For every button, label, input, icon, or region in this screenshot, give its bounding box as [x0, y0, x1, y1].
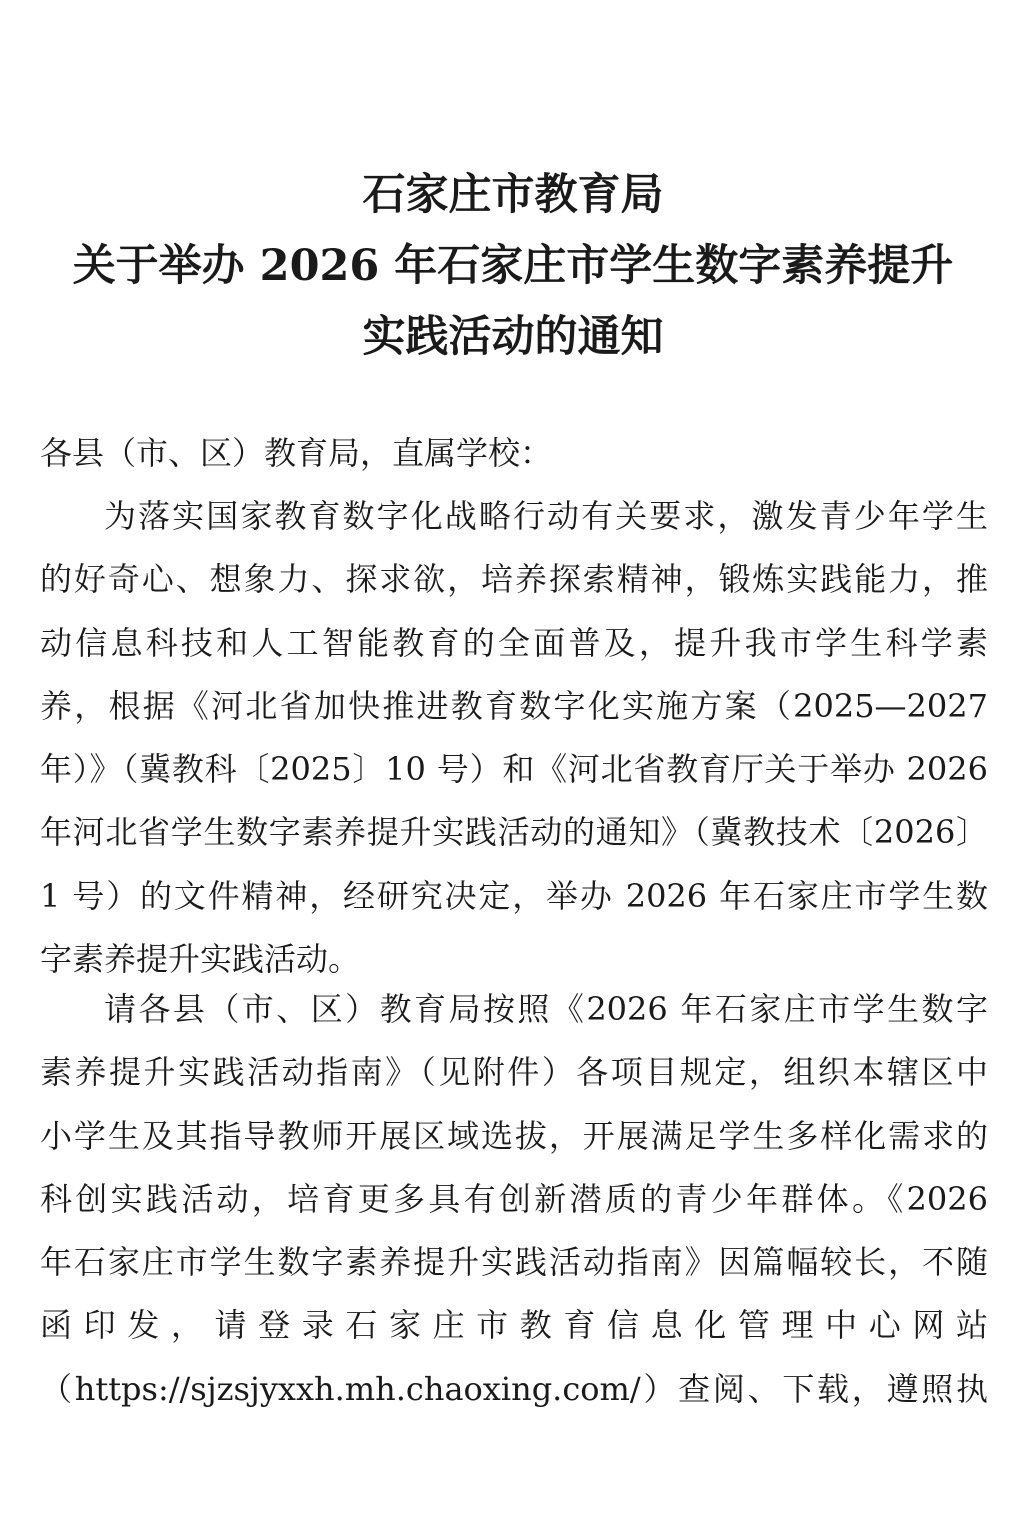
paragraph-line: 请各县（市、区）教育局按照《2026 年石家庄市学生数字 [104, 990, 988, 1028]
title-line-3: 实践活动的通知 [362, 312, 664, 362]
document-title [0, 160, 1026, 373]
paragraph-line: 素养提升实践活动指南》（见附件）各项目规定，组织本辖区中 [40, 1053, 988, 1092]
title-line-2: 关于举办 2026 年石家庄市学生数字素养提升 [72, 241, 954, 291]
paragraph-line: 1 号）的文件精神，经研究决定，举办 2026 年石家庄市学生数 [40, 876, 988, 915]
paragraph-line: 养，根据《河北省加快推进教育数字化实施方案（2025—2027 [40, 686, 988, 725]
paragraph-line: 年河北省学生数字素养提升实践活动的通知》（冀教技术〔2026〕 [40, 813, 988, 852]
paragraph-line: 的好奇心、想象力、探求欲，培养探索精神，锻炼实践能力，推 [40, 560, 988, 599]
paragraph-line: 字素养提升实践活动。 [40, 940, 361, 979]
paragraph-line: （https://sjzsjyxxh.mh.chaoxing.com/）查阅、下载，遵照执 [40, 1369, 988, 1408]
paragraph-line: 年石家庄市学生数字素养提升实践活动指南》因篇幅较长，不随 [40, 1243, 988, 1282]
paragraph-line: 年）》（冀教科〔2025〕10 号）和《河北省教育厅关于举办 2026 [40, 750, 988, 789]
paragraph-2 [40, 978, 988, 1421]
paragraph-line: 小学生及其指导教师开展区域选拔，开展满足学生多样化需求的 [40, 1116, 988, 1155]
title-line-1: 石家庄市教育局 [362, 170, 664, 220]
salutation: 各县（市、区）教育局，直属学校： [40, 434, 553, 472]
paragraph-line: 为落实国家教育数字化战略行动有关要求，激发青少年学生 [104, 497, 988, 535]
paragraph-line: 动信息科技和人工智能教育的全面普及，提升我市学生科学素 [40, 623, 988, 662]
paragraph-line: 科创实践活动，培育更多具有创新潜质的青少年群体。《2026 [40, 1179, 988, 1218]
paragraph-1 [40, 485, 988, 991]
paragraph-line: 函印发，请登录石家庄市教育信息化管理中心网站 [40, 1306, 988, 1345]
